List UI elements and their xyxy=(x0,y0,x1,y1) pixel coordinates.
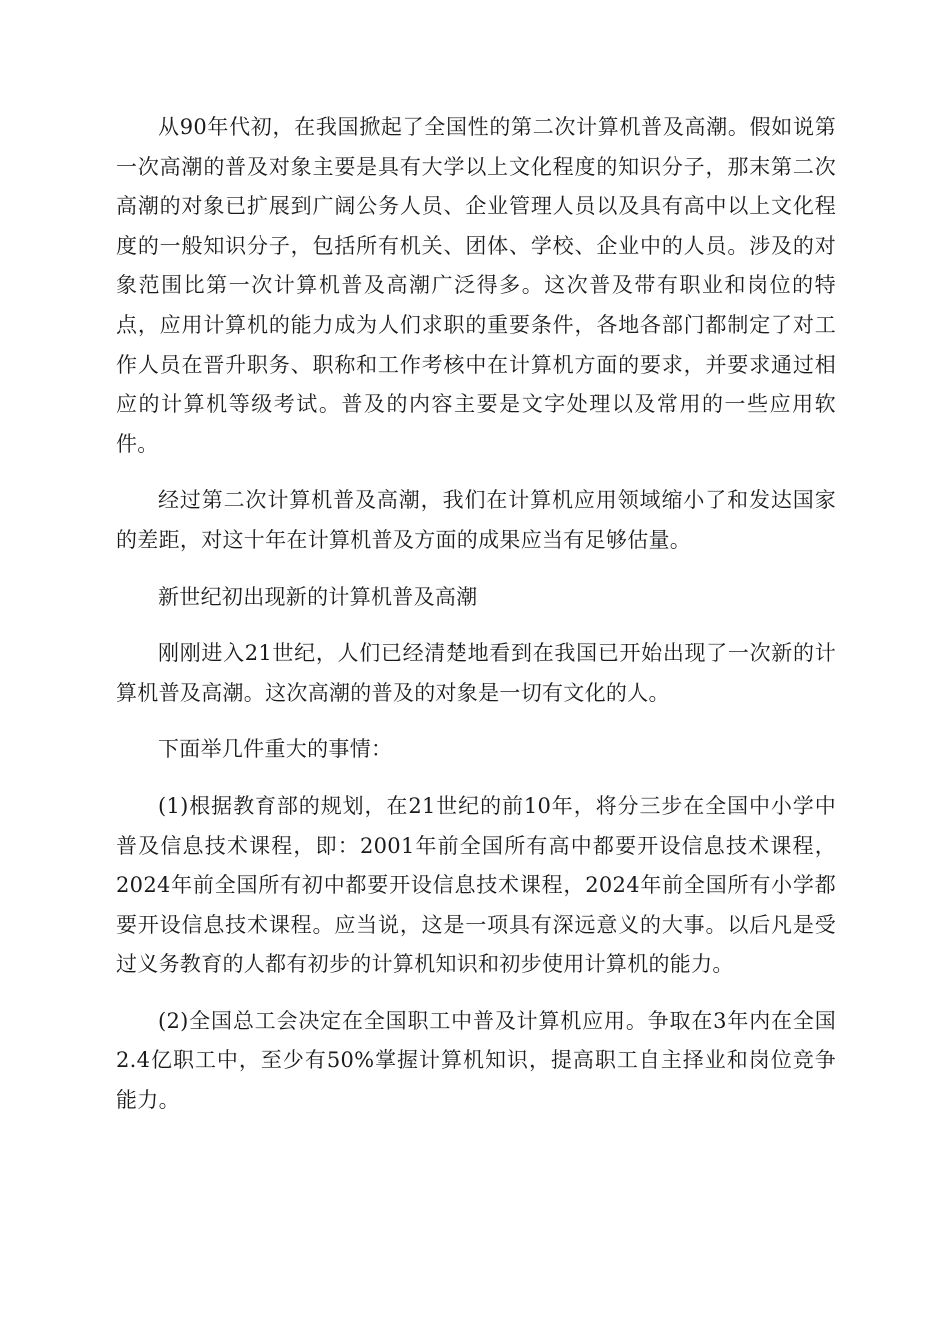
section-heading-new-century: 新世纪初出现新的计算机普及高潮 xyxy=(158,584,478,609)
paragraph-events-intro: 下面举几件重大的事情： xyxy=(158,737,393,762)
paragraph-achievement: 经过第二次计算机普及高潮，我们在计算机应用领域缩小了和发达国家的差距，对这十年在计算机普及方面的成果应当有足够估量。 xyxy=(116,488,836,552)
paragraph-new-wave: 刚刚进入21世纪，人们已经清楚地看到在我国已开始出现了一次新的计算机普及高潮。这次高潮的普及的对象是一切有文化的人。 xyxy=(116,641,836,705)
list-item-education-plan: (1)根据教育部的规划，在21世纪的前10年，将分三步在全国中小学中普及信息技术课程，即：2001年前全国所有高中都要开设信息技术课程，2024年前全国所有初中都要开设信息技术课程，2024年前全国所有小学都要开设信息技术课程。应当说，这是一项具有深远意义的大事。以后凡是受过义务教育的人都有初步的计算机知识和初步使用计算机的能力。 xyxy=(116,793,836,977)
document-body xyxy=(116,108,836,1138)
list-item-union-plan: (2)全国总工会决定在全国职工中普及计算机应用。争取在3年内在全国2.4亿职工中，至少有50%掌握计算机知识，提高职工自主择业和岗位竞争能力。 xyxy=(116,1008,836,1113)
paragraph-second-wave: 从90年代初，在我国掀起了全国性的第二次计算机普及高潮。假如说第一次高潮的普及对象主要是具有大学以上文化程度的知识分子，那末第二次高潮的对象已扩展到广阔公务人员、企业管理人员以及具有高中以上文化程度的一般知识分子，包括所有机关、团体、学校、企业中的人员。涉及的对象范围比第一次计算机普及高潮广泛得多。这次普及带有职业和岗位的特点，应用计算机的能力成为人们求职的重要条件，各地各部门都制定了对工作人员在晋升职务、职称和工作考核中在计算机方面的要求，并要求通过相应的计算机等级考试。普及的内容主要是文字处理以及常用的一些应用软件。 xyxy=(116,115,836,456)
